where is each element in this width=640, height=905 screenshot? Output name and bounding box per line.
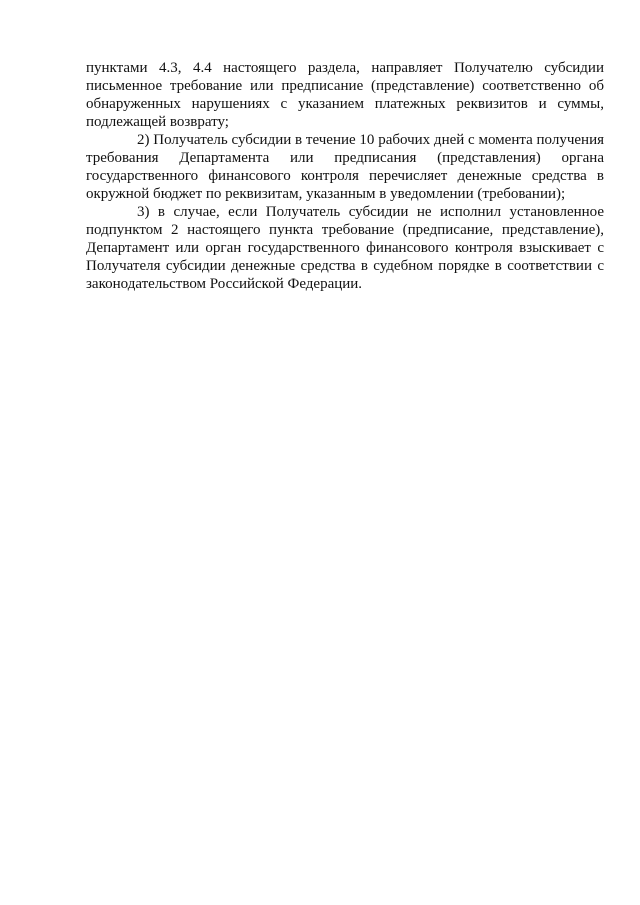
- paragraph-item-3: 3) в случае, если Получатель субсидии не исполнил установленное подпунктом 2 настоящего пункта требование (предписание, представление), Департамент или орган государственного финансового контроля взыскивает с Получателя субсидии денежные средства в судебном порядке в соответствии с законодательством Российской Федерации.: [86, 204, 604, 292]
- document-body: [86, 59, 604, 293]
- paragraph-item-2: 2) Получатель субсидии в течение 10 рабочих дней с момента получения требования Департамента или предписания (представления) органа государственного финансового контроля перечисляет денежные средства в окружной бюджет по реквизитам, указанным в уведомлении (требовании);: [86, 132, 604, 202]
- paragraph-continuation: пунктами 4.3, 4.4 настоящего раздела, направляет Получателю субсидии письменное требование или предписание (представление) соответственно об обнаруженных нарушениях с указанием платежных реквизитов и суммы, подлежащей возврату;: [86, 60, 604, 130]
